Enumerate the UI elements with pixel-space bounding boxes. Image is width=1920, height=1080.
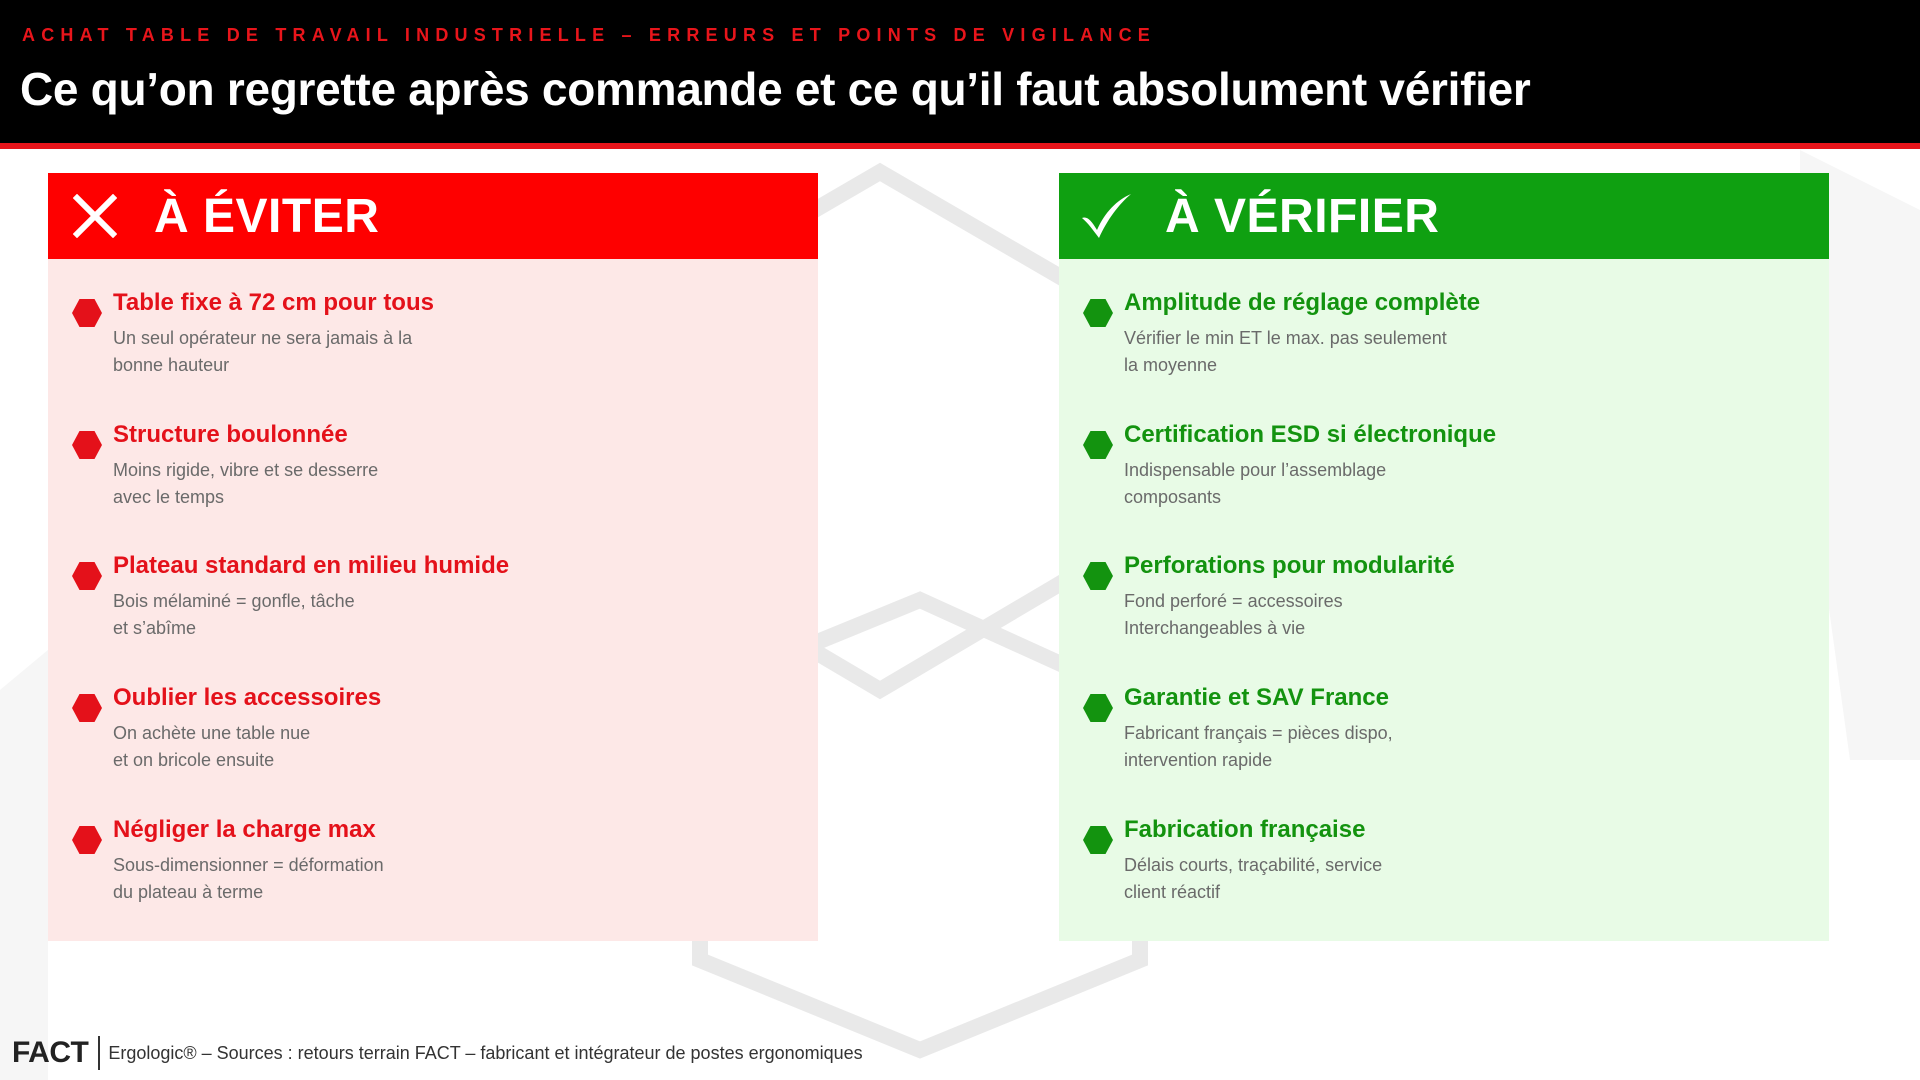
avoid-item-title: Table fixe à 72 cm pour tous: [113, 289, 434, 316]
avoid-panel-title: À ÉVITER: [154, 189, 380, 243]
avoid-item-title: Plateau standard en milieu humide: [113, 552, 510, 579]
avoid-item: [48, 259, 818, 379]
verify-item-description: Indispensable pour l’assemblage composants: [1124, 460, 1387, 507]
hexagon-bullet-icon: [72, 826, 102, 854]
avoid-item-title: Oublier les accessoires: [113, 684, 382, 711]
header-kicker: ACHAT TABLE DE TRAVAIL INDUSTRIELLE – ERREURS ET POINTS DE VIGILANCE: [22, 25, 1156, 45]
hexagon-bullet-icon: [72, 299, 102, 327]
verify-item-description: Fond perforé = accessoires Interchangeables à vie: [1124, 591, 1343, 638]
avoid-item-description: Un seul opérateur ne sera jamais à la bonne hauteur: [113, 328, 413, 375]
footer: [12, 1033, 863, 1073]
hexagon-bullet-icon: [1083, 826, 1113, 854]
verify-item-title: Fabrication française: [1124, 816, 1366, 843]
avoid-panel: [48, 173, 818, 941]
avoid-item-description: On achète une table nue et on bricole ensuite: [113, 723, 311, 770]
avoid-item-description: Bois mélaminé = gonfle, tâche et s’abîme: [113, 591, 355, 638]
avoid-item-description: Moins rigide, vibre et se desserre avec le temps: [113, 460, 379, 507]
verify-panel-header: [1059, 173, 1829, 259]
avoid-item-description: Sous-dimensionner = déformation du plateau à terme: [113, 855, 384, 902]
page-title: Ce qu’on regrette après commande et ce qu’il faut absolument vérifier: [20, 63, 1531, 115]
hexagon-bullet-icon: [1083, 431, 1113, 459]
footer-divider: [98, 1036, 100, 1070]
avoid-item: [48, 786, 818, 906]
verify-item-description: Fabricant français = pièces dispo, intervention rapide: [1124, 723, 1393, 770]
verify-item-title: Garantie et SAV France: [1124, 684, 1389, 711]
avoid-item: [48, 391, 818, 511]
verify-panel-title: À VÉRIFIER: [1165, 189, 1440, 243]
verify-item-description: Délais courts, traçabilité, service client réactif: [1124, 855, 1383, 902]
verify-item: [1059, 522, 1829, 642]
fact-logo: FACT: [12, 1036, 89, 1069]
hexagon-bullet-icon: [72, 694, 102, 722]
header: [0, 0, 1920, 143]
header-divider: [0, 143, 1920, 149]
hexagon-bullet-icon: [1083, 694, 1113, 722]
hexagon-bullet-icon: [72, 431, 102, 459]
verify-item-title: Perforations pour modularité: [1124, 552, 1455, 579]
verify-item-title: Amplitude de réglage complète: [1124, 289, 1481, 316]
footer-source-text: Ergologic® – Sources : retours terrain FACT – fabricant et intégrateur de postes ergonomiques: [108, 1042, 863, 1063]
verify-panel: [1059, 173, 1829, 941]
verify-item: [1059, 654, 1829, 774]
cross-icon: [68, 189, 122, 243]
hexagon-bullet-icon: [1083, 299, 1113, 327]
avoid-item: [48, 522, 818, 642]
avoid-item-title: Négliger la charge max: [113, 816, 376, 843]
avoid-item: [48, 654, 818, 774]
hexagon-bullet-icon: [1083, 562, 1113, 590]
verify-item: [1059, 259, 1829, 379]
verify-item-title: Certification ESD si électronique: [1124, 421, 1497, 448]
avoid-panel-header: [48, 173, 818, 259]
verify-item-description: Vérifier le min ET le max. pas seulement la moyenne: [1124, 328, 1447, 375]
verify-item: [1059, 786, 1829, 906]
avoid-item-title: Structure boulonnée: [113, 421, 348, 448]
checkmark-icon: [1079, 189, 1133, 243]
verify-item: [1059, 391, 1829, 511]
hexagon-bullet-icon: [72, 562, 102, 590]
